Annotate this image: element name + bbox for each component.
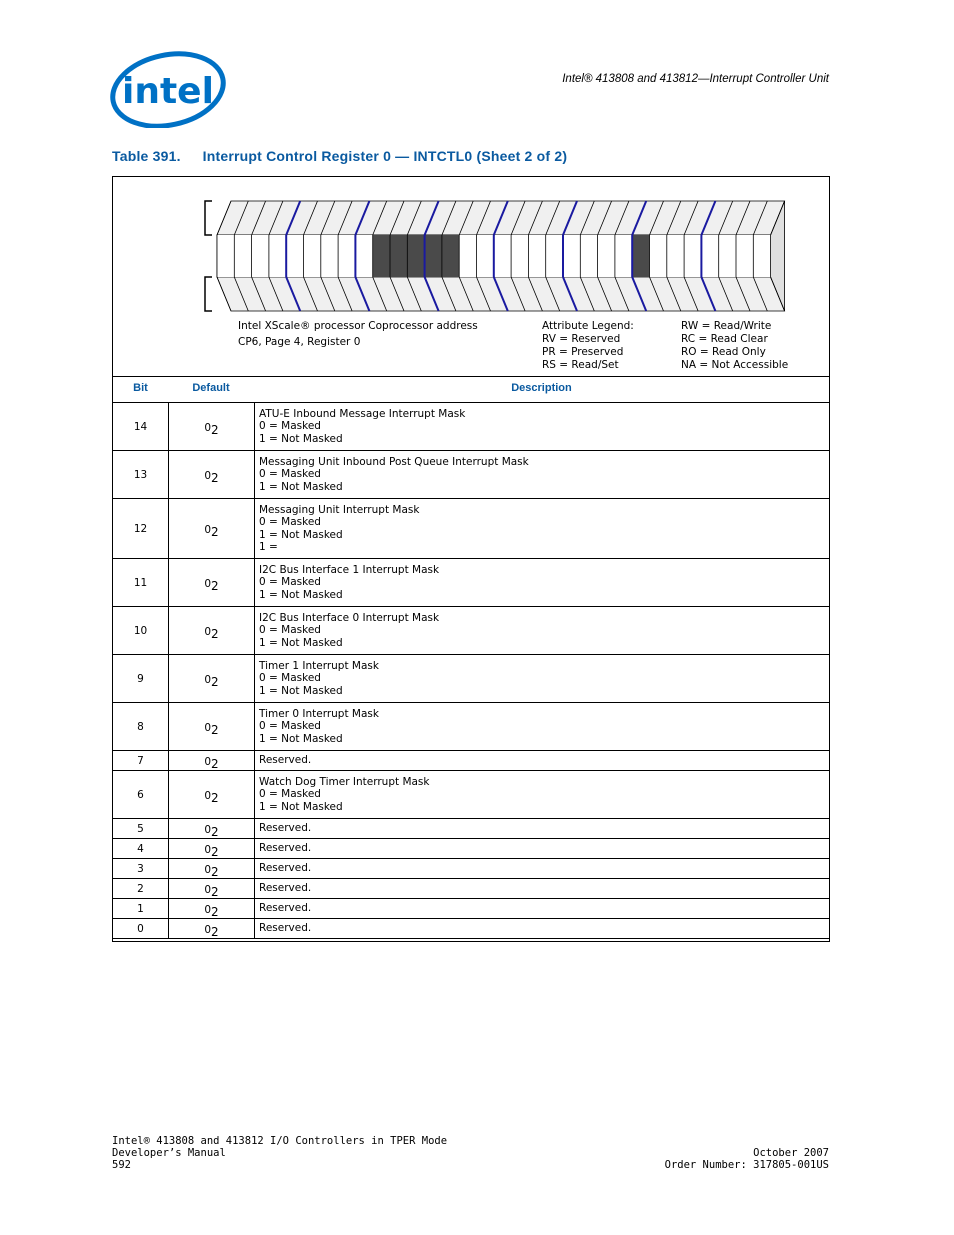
cell-description xyxy=(255,655,830,703)
default-radix: 2 xyxy=(211,524,219,539)
description-title: Reserved. xyxy=(259,862,312,875)
table-row xyxy=(113,839,830,859)
bit-cell xyxy=(580,235,597,277)
description-title: I2C Bus Interface 0 Interrupt Mask xyxy=(259,611,440,624)
footer-manual: Developer’s Manual xyxy=(112,1147,226,1159)
bit-cell xyxy=(615,235,632,277)
table-header-row xyxy=(113,376,829,399)
column-header-bit: Bit xyxy=(133,382,148,394)
footer-product: Intel® 413808 and 413812 I/O Controllers in TPER Mode xyxy=(112,1135,448,1147)
bit-cell xyxy=(494,235,511,277)
bit-cell xyxy=(321,235,338,277)
cell-bit: 0 xyxy=(113,919,169,939)
cell-default xyxy=(169,879,255,899)
cell-default xyxy=(169,559,255,607)
cell-bit: 2 xyxy=(113,879,169,899)
cell-description xyxy=(255,879,830,899)
default-value: 0 xyxy=(204,625,212,638)
description-line: 1 = Not Masked xyxy=(259,528,343,541)
bit-cell xyxy=(563,235,580,277)
cell-description xyxy=(255,839,830,859)
cell-default xyxy=(169,451,255,499)
cell-description xyxy=(255,607,830,655)
cell-default xyxy=(169,607,255,655)
column-header-description: Description xyxy=(511,382,572,394)
cell-description xyxy=(255,751,830,771)
cell-description xyxy=(255,859,830,879)
bit-cell xyxy=(459,235,476,277)
default-radix: 2 xyxy=(211,884,219,899)
default-radix: 2 xyxy=(211,470,219,485)
description-line: 0 = Masked xyxy=(259,788,321,801)
bit-cell xyxy=(252,235,269,277)
description-line: 1 = Not Masked xyxy=(259,432,343,445)
legend-item: RS = Read/Set xyxy=(542,359,619,371)
table-title: Interrupt Control Register 0 — INTCTL0 (Sheet 2 of 2) xyxy=(202,148,568,164)
cell-bit: 4 xyxy=(113,839,169,859)
cell-default xyxy=(169,499,255,559)
cell-description xyxy=(255,403,830,451)
default-radix: 2 xyxy=(211,422,219,437)
bit-cell-shaded xyxy=(442,235,459,277)
bit-cell-shaded xyxy=(407,235,424,277)
table-row xyxy=(113,499,830,559)
legend-title: Attribute Legend: xyxy=(542,320,634,332)
description-title: Reserved. xyxy=(259,754,312,767)
description-line: 0 = Masked xyxy=(259,624,321,637)
description-line: 1 = xyxy=(259,541,278,553)
description-title: Reserved. xyxy=(259,922,312,935)
description-line: 1 = Not Masked xyxy=(259,480,343,493)
bit-cell xyxy=(338,235,355,277)
description-title: Watch Dog Timer Interrupt Mask xyxy=(259,775,430,788)
description-line: 0 = Masked xyxy=(259,720,321,733)
default-radix: 2 xyxy=(211,790,219,805)
description-title: Messaging Unit Interrupt Mask xyxy=(259,503,420,516)
legend-item: NA = Not Accessible xyxy=(681,359,789,371)
bit-cell xyxy=(286,235,303,277)
default-value: 0 xyxy=(204,903,212,916)
legend-item: RV = Reserved xyxy=(542,333,621,345)
bit-cell xyxy=(753,235,770,277)
bit-cell xyxy=(736,235,753,277)
default-value: 0 xyxy=(204,721,212,734)
table-row xyxy=(113,879,830,899)
description-title: Reserved. xyxy=(259,822,312,835)
default-value: 0 xyxy=(204,863,212,876)
bit-cell xyxy=(546,235,563,277)
default-radix: 2 xyxy=(211,904,219,919)
default-radix: 2 xyxy=(211,722,219,737)
description-line: 1 = Not Masked xyxy=(259,800,343,813)
bit-description-table xyxy=(112,402,830,939)
description-title: Timer 0 Interrupt Mask xyxy=(259,707,379,720)
default-radix: 2 xyxy=(211,824,219,839)
cell-bit: 1 xyxy=(113,899,169,919)
footer-order-number: Order Number: 317805-001US xyxy=(664,1159,829,1171)
footer-right xyxy=(665,1147,829,1171)
default-value: 0 xyxy=(204,823,212,836)
default-radix: 2 xyxy=(211,674,219,689)
default-value: 0 xyxy=(204,883,212,896)
lower-bracket xyxy=(205,277,212,311)
default-value: 0 xyxy=(204,469,212,482)
default-radix: 2 xyxy=(211,756,219,771)
cell-default xyxy=(169,771,255,819)
cell-bit: 14 xyxy=(113,403,169,451)
table-row xyxy=(113,607,830,655)
cell-default xyxy=(169,751,255,771)
description-line: 0 = Masked xyxy=(259,420,321,433)
table-number: Table 391. xyxy=(112,148,181,164)
description-title: ATU-E Inbound Message Interrupt Mask xyxy=(259,407,466,420)
default-value: 0 xyxy=(204,789,212,802)
cell-default xyxy=(169,899,255,919)
bit-cell xyxy=(650,235,667,277)
cell-default xyxy=(169,703,255,751)
description-line: 1 = Not Masked xyxy=(259,636,343,649)
cell-default xyxy=(169,819,255,839)
table-row xyxy=(113,403,830,451)
cell-bit: 12 xyxy=(113,499,169,559)
cell-bit: 9 xyxy=(113,655,169,703)
bit-cell xyxy=(719,235,736,277)
bit-cell xyxy=(511,235,528,277)
cell-description xyxy=(255,771,830,819)
bit-cell-shaded xyxy=(373,235,390,277)
bit-cell xyxy=(234,235,251,277)
upper-bracket xyxy=(205,201,212,235)
description-title: Reserved. xyxy=(259,842,312,855)
cell-default xyxy=(169,859,255,879)
bit-cell-shaded xyxy=(390,235,407,277)
cell-description xyxy=(255,819,830,839)
bit-cell xyxy=(217,235,234,277)
legend-item: PR = Preserved xyxy=(542,346,624,358)
default-value: 0 xyxy=(204,523,212,536)
register-bit-diagram xyxy=(200,197,790,317)
cell-bit: 8 xyxy=(113,703,169,751)
legend-item: RO = Read Only xyxy=(681,346,766,358)
coprocessor-line-1: Intel XScale® processor Coprocessor address xyxy=(238,320,478,332)
cell-bit: 10 xyxy=(113,607,169,655)
bit-cell xyxy=(684,235,701,277)
table-row xyxy=(113,919,830,939)
cell-bit: 3 xyxy=(113,859,169,879)
coprocessor-address xyxy=(238,318,478,350)
footer-date: October 2007 xyxy=(753,1147,829,1159)
cell-description xyxy=(255,499,830,559)
description-title: Messaging Unit Inbound Post Queue Interrupt Mask xyxy=(259,455,529,468)
description-title: Timer 1 Interrupt Mask xyxy=(259,659,379,672)
default-radix: 2 xyxy=(211,924,219,939)
coprocessor-line-2: CP6, Page 4, Register 0 xyxy=(238,336,361,348)
bit-cell xyxy=(701,235,718,277)
cell-default xyxy=(169,403,255,451)
description-line: 0 = Masked xyxy=(259,576,321,589)
default-radix: 2 xyxy=(211,844,219,859)
default-radix: 2 xyxy=(211,626,219,641)
bit-cell xyxy=(269,235,286,277)
table-caption xyxy=(112,148,567,164)
description-title: Reserved. xyxy=(259,882,312,895)
default-value: 0 xyxy=(204,577,212,590)
default-radix: 2 xyxy=(211,864,219,879)
cell-bit: 11 xyxy=(113,559,169,607)
page-header-title: Intel® 413808 and 413812—Interrupt Controller Unit xyxy=(562,73,829,85)
bit-cell xyxy=(304,235,321,277)
cell-description xyxy=(255,919,830,939)
description-line: 1 = Not Masked xyxy=(259,732,343,745)
description-line: 0 = Masked xyxy=(259,672,321,685)
default-radix: 2 xyxy=(211,578,219,593)
bit-cell-shaded xyxy=(425,235,442,277)
table-row xyxy=(113,451,830,499)
cell-bit: 13 xyxy=(113,451,169,499)
cell-bit: 7 xyxy=(113,751,169,771)
cell-bit: 5 xyxy=(113,819,169,839)
cell-description xyxy=(255,451,830,499)
default-value: 0 xyxy=(204,843,212,856)
footer-left xyxy=(112,1135,447,1171)
intel-logo xyxy=(108,50,228,128)
table-row xyxy=(113,703,830,751)
table-row xyxy=(113,559,830,607)
default-value: 0 xyxy=(204,923,212,936)
description-line: 1 = Not Masked xyxy=(259,588,343,601)
legend-item: RW = Read/Write xyxy=(681,320,772,332)
bit-cell-shaded xyxy=(632,235,649,277)
table-row xyxy=(113,751,830,771)
description-title: Reserved. xyxy=(259,902,312,915)
bit-cell xyxy=(667,235,684,277)
bit-cell xyxy=(598,235,615,277)
description-line: 1 = Not Masked xyxy=(259,684,343,697)
cell-description xyxy=(255,559,830,607)
table-row xyxy=(113,819,830,839)
bit-cell xyxy=(355,235,372,277)
table-row xyxy=(113,859,830,879)
cell-default xyxy=(169,655,255,703)
bit-cell xyxy=(528,235,545,277)
legend-item: RC = Read Clear xyxy=(681,333,768,345)
cell-description xyxy=(255,703,830,751)
table-row xyxy=(113,655,830,703)
description-line: 0 = Masked xyxy=(259,516,321,528)
cell-description xyxy=(255,899,830,919)
table-row xyxy=(113,771,830,819)
cell-default xyxy=(169,919,255,939)
cell-bit: 6 xyxy=(113,771,169,819)
footer-page-number: 592 xyxy=(112,1159,131,1171)
bit-cell xyxy=(477,235,494,277)
svg-text:intel: intel xyxy=(122,71,214,112)
default-value: 0 xyxy=(204,755,212,768)
description-line: 0 = Masked xyxy=(259,468,321,481)
attribute-legend-left xyxy=(542,320,634,372)
description-title: I2C Bus Interface 1 Interrupt Mask xyxy=(259,563,440,576)
column-header-default: Default xyxy=(192,382,230,394)
attribute-legend-right xyxy=(681,320,788,372)
default-value: 0 xyxy=(204,673,212,686)
default-value: 0 xyxy=(204,421,212,434)
table-row xyxy=(113,899,830,919)
cell-default xyxy=(169,839,255,859)
